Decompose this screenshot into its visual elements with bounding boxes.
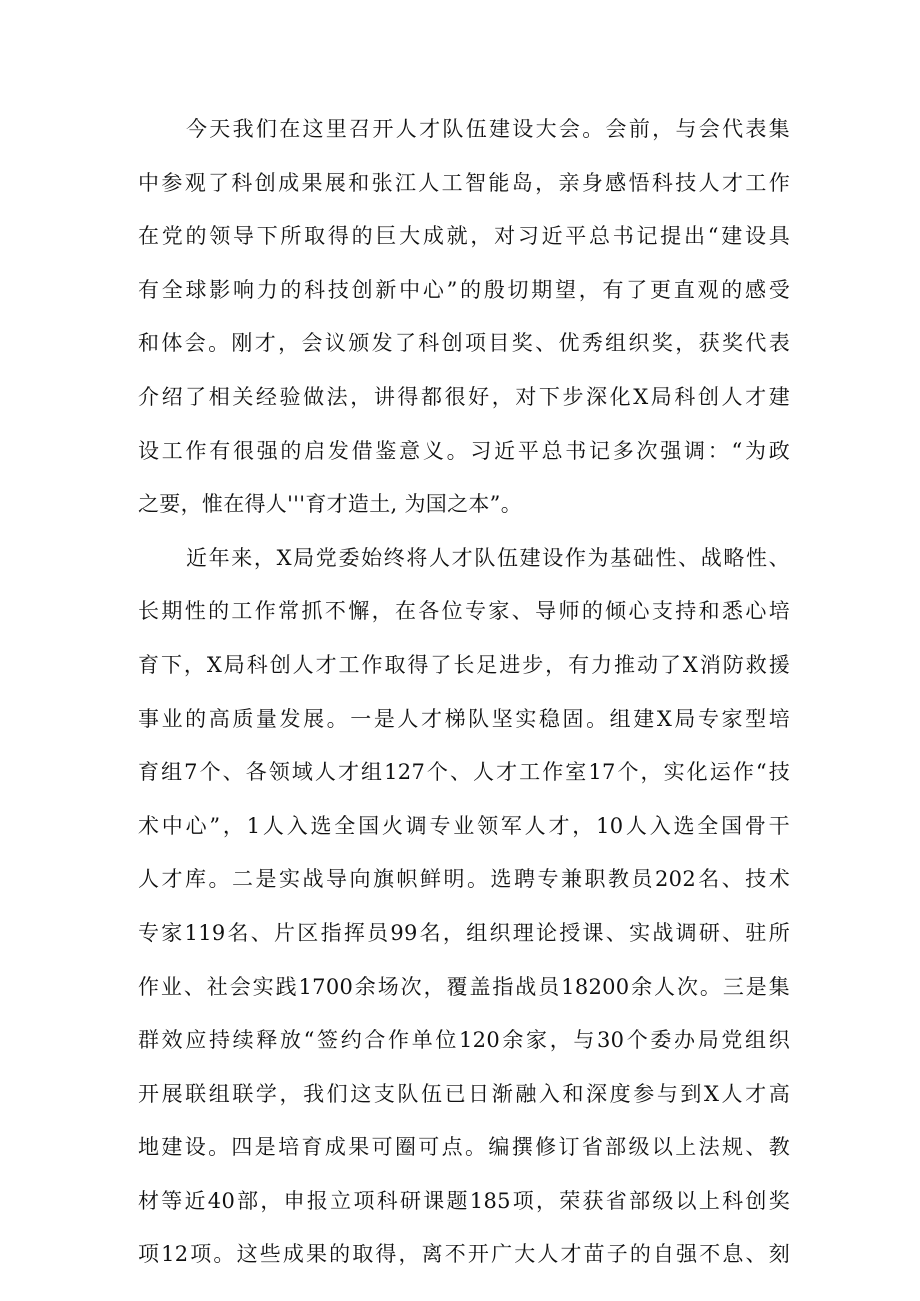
text-line: 之要，惟在得人'''育才造土, 为国之本”。 (138, 492, 523, 517)
text-line: 术中心”，1人入选全国火调专业领军人才，10人入选全国骨干 (138, 813, 790, 838)
text-line: 在党的领导下所取得的巨大成就，对习近平总书记提出“建设具 (138, 224, 790, 249)
text-line: 人才库。二是实战导向旗帜鲜明。选聘专兼职教员202名、技术 (138, 867, 790, 892)
text-line: 近年来，X局党委始终将人才队伍建设作为基础性、战略性、 (186, 545, 790, 570)
text-line: 地建设。四是培育成果可圈可点。编撰修订省部级以上法规、教 (138, 1135, 790, 1160)
text-line: 材等近40部，申报立项科研课题185项，荣获省部级以上科创奖 (138, 1188, 790, 1213)
text-line: 有全球影响力的科技创新中心”的殷切期望，有了更直观的感受 (138, 277, 790, 302)
text-line: 专家119名、片区指挥员99名，组织理论授课、实战调研、驻所 (138, 920, 790, 945)
paragraph-1 (138, 109, 790, 538)
text-line: 开展联组联学，我们这支队伍已日渐融入和深度参与到X人才高 (138, 1081, 790, 1106)
paragraph-2 (138, 538, 790, 1288)
text-line: 事业的高质量发展。一是人才梯队坚实稳固。组建X局专家型培 (138, 706, 790, 731)
text-line: 介绍了相关经验做法，讲得都很好，对下步深化X局科创人才建 (138, 384, 790, 409)
text-line: 育组7个、各领域人才组127个、人才工作室17个，实化运作“技 (138, 760, 790, 785)
text-line: 群效应持续释放“签约合作单位120余家，与30个委办局党组织 (138, 1028, 790, 1053)
text-line: 作业、社会实践1700余场次，覆盖指战员18200余人次。三是集 (138, 974, 790, 999)
text-line: 设工作有很强的启发借鉴意义。习近平总书记多次强调：“为政 (138, 438, 790, 463)
text-line: 中参观了科创成果展和张江人工智能岛，亲身感悟科技人才工作 (138, 170, 790, 195)
document-body (138, 109, 790, 1288)
text-line: 和体会。刚才，会议颁发了科创项目奖、优秀组织奖，获奖代表 (138, 331, 790, 356)
text-line: 育下，X局科创人才工作取得了长足进步，有力推动了X消防救援 (138, 652, 790, 677)
text-line: 今天我们在这里召开人才队伍建设大会。会前，与会代表集 (186, 117, 790, 141)
text-line: 长期性的工作常抓不懈，在各位专家、导师的倾心支持和悉心培 (138, 599, 790, 624)
text-line: 项12项。这些成果的取得，离不开广大人才苗子的自强不息、刻 (138, 1242, 790, 1267)
